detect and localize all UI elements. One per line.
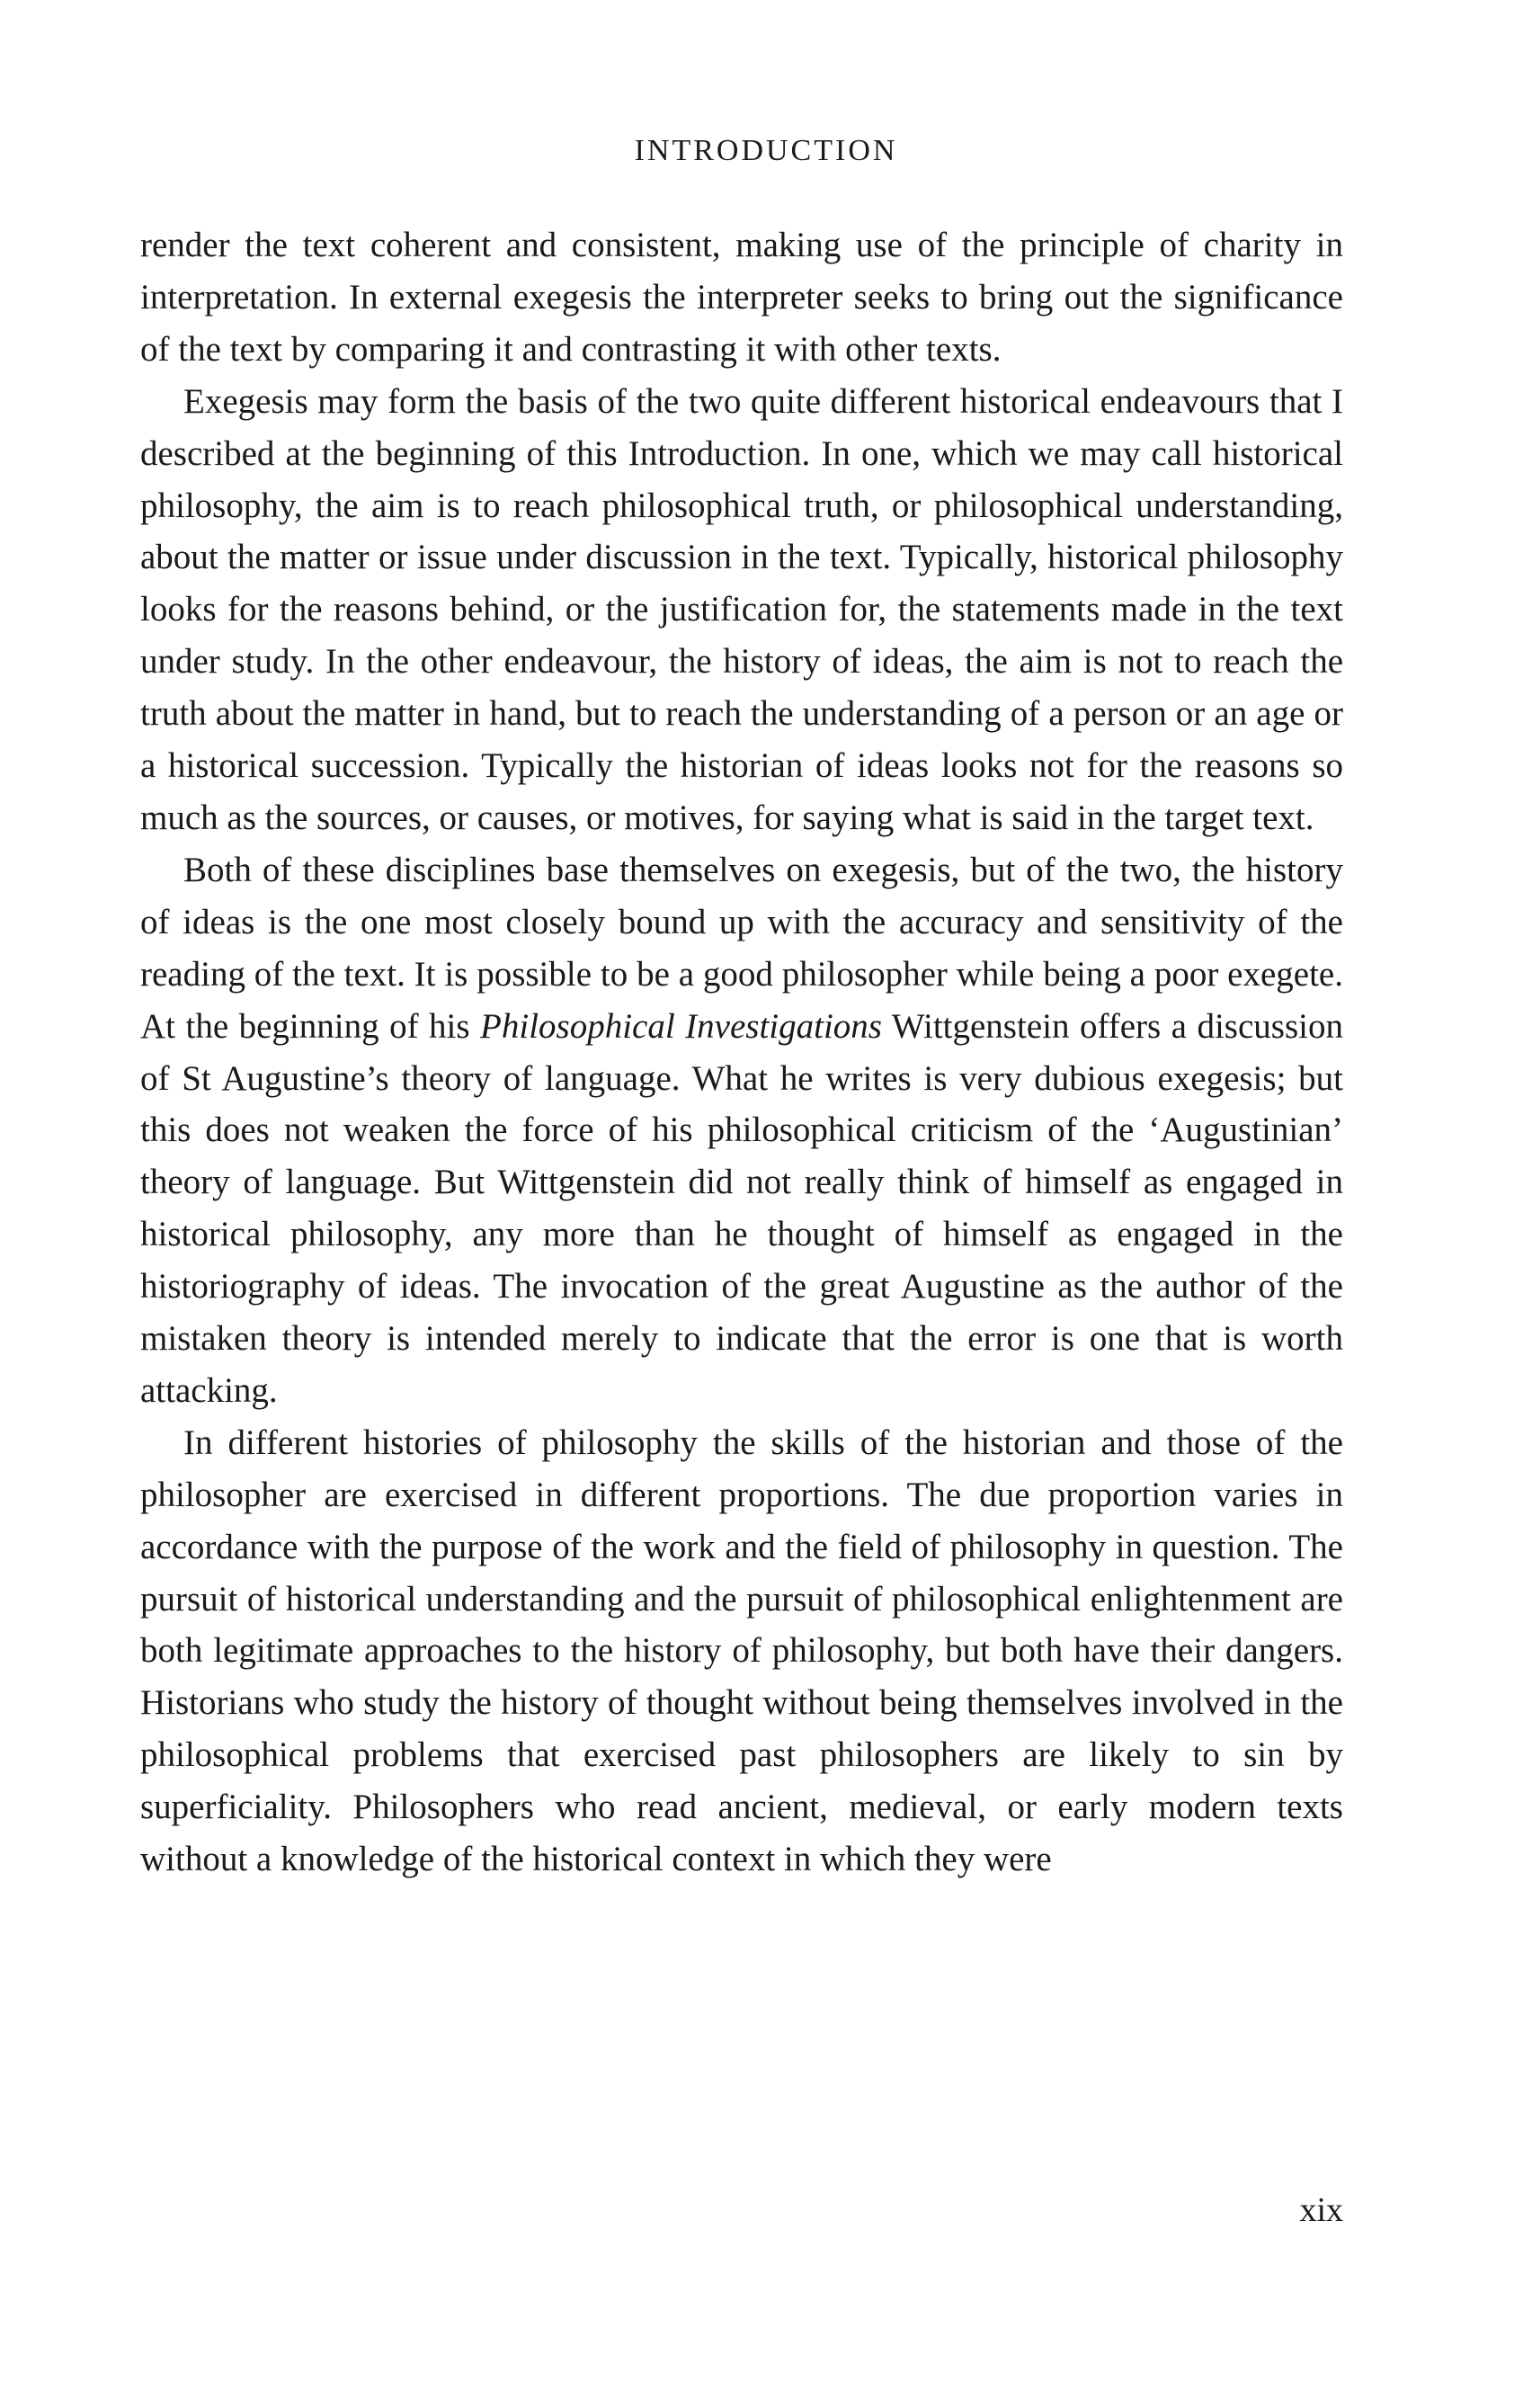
book-title-italic: Philosophical Investigations — [480, 1006, 882, 1046]
body-text — [140, 219, 1343, 1886]
paragraph-1: render the text coherent and consistent, making use of the principle of charity in interpretation. In external exegesis the interpreter seeks to bring out the significance of the text by comparing it and contrasting it with other texts. — [140, 226, 1343, 369]
paragraph-3 — [140, 844, 1343, 1417]
paragraph-4: In different histories of philosophy the skills of the historian and those of the philosopher are exercised in different proportions. The due proportion varies in accordance with the purpose of the work and the field of philosophy in question. The pursuit of historical understanding and the pursuit of philosophical enlightenment are both legitimate approaches to the history of philosophy, but both have their dangers. Historians who study the history of thought without being themselves involved in the philosophical problems that exercised past philosophers are likely to sin by superficiality. Philosophers who read ancient, medieval, or early modern texts without a knowledge of the historical context in which they were — [140, 1423, 1343, 1879]
paragraph-2: Exegesis may form the basis of the two quite different historical endeavours that I described at the beginning of this Introduction. In one, which we may call historical philosophy, the aim is to reach philosophical truth, or philosophical understanding, about the matter or issue under discussion in the text. Typically, historical philosophy looks for the reasons behind, or the justification for, the statements made in the text under study. In the other endeavour, the history of ideas, the aim is not to reach the truth about the matter in hand, but to reach the understanding of a person or an age or a historical succession. Typically the historian of ideas looks not for the reasons so much as the sources, or causes, or motives, for saying what is said in the target text. — [140, 381, 1343, 837]
running-head: INTRODUCTION — [634, 134, 898, 167]
page-number: xix — [1299, 2191, 1343, 2229]
paragraph-3-text-after: Wittgenstein offers a discussion of St Augustine’s theory of language. What he writes is very dubious exegesis; but this does not weaken the force of his philosophical criticism of the ‘Augustinian’ theory of language. But Wittgenstein did not really think of himself as engaged in historical philosophy, any more than he thought of himself as engaged in the historiography of ideas. The invocation of the great Augustine as the author of the mistaken theory is intended merely to indicate that the error is one that is worth attacking. — [140, 1006, 1343, 1410]
paragraph-3-text-before: Both of these disciplines base themselves on exegesis, but of the two, the history of ideas is the one most closely bound up with the accuracy and sensitivity of the reading of the text. It is possible to be a good philosopher while being a poor exegete. At the beginning of his — [140, 850, 1343, 1046]
